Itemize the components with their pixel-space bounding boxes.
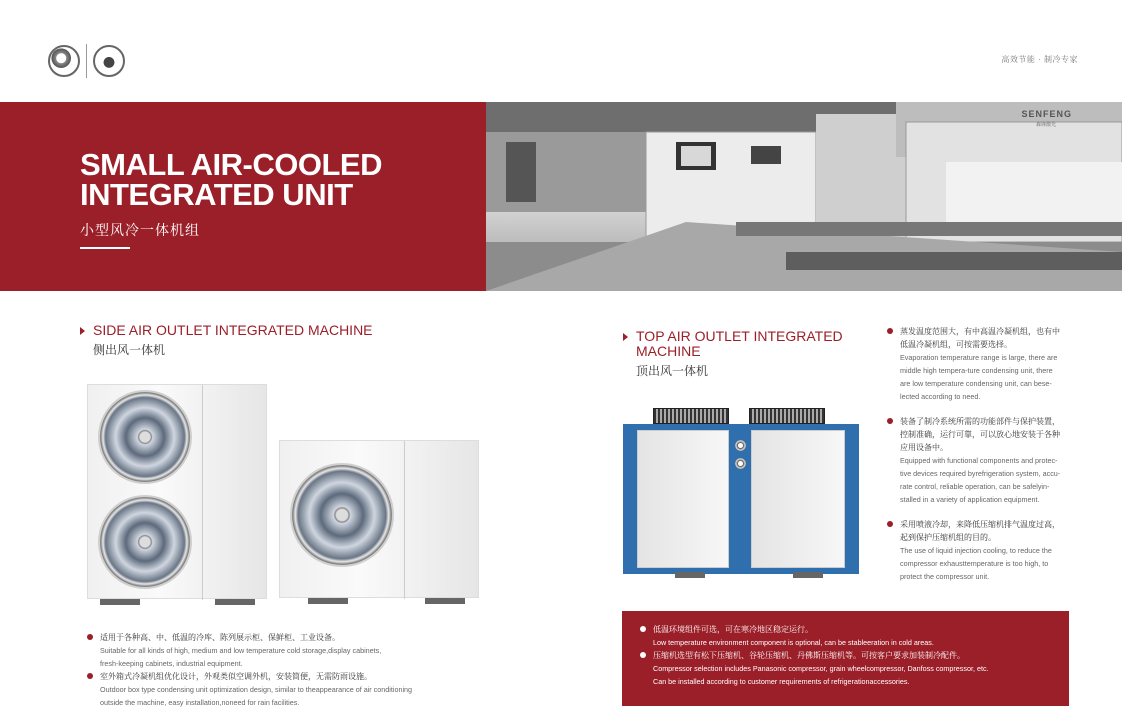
unit-foot bbox=[675, 572, 705, 578]
photo-sign-text: SENFENG bbox=[1021, 109, 1072, 119]
feature-text-en: lected according to need. bbox=[900, 392, 981, 401]
bullet-text-en: outside the machine, easy installation,noneed for rain facilities. bbox=[100, 698, 300, 707]
page-title-line-2: INTEGRATED UNIT bbox=[80, 177, 353, 212]
page-subtitle: 小型风冷一体机组 bbox=[80, 222, 200, 238]
feature-text-en: tive devices required byrefrigeration system, accu- bbox=[900, 469, 1061, 478]
feature-text-en: Evaporation temperature range is large, there are bbox=[900, 353, 1058, 362]
feature-text-cn: 应用设备中。 bbox=[900, 443, 948, 452]
highlight-text-cn: 压缩机选型有松下压缩机、谷轮压缩机、丹佛斯压缩机等。可按客户要求加装制冷配件。 bbox=[653, 651, 965, 660]
feature-text-en: stalled in a variety of application equipment. bbox=[900, 495, 1040, 504]
unit-foot bbox=[793, 572, 823, 578]
bullet-icon bbox=[640, 626, 646, 632]
header-tagline: 高效节能 · 制冷专家 bbox=[1001, 55, 1078, 64]
feature-text-en: compressor exhausttemperature is too high, to bbox=[900, 559, 1049, 568]
list-item bbox=[640, 649, 1055, 688]
bullet-icon bbox=[87, 673, 93, 679]
list-item bbox=[887, 415, 1077, 506]
bullet-icon bbox=[887, 521, 893, 527]
panel-divider bbox=[404, 441, 405, 599]
bullet-icon bbox=[887, 418, 893, 424]
title-underline bbox=[80, 247, 130, 249]
unit-door-left bbox=[637, 430, 729, 568]
feature-text-en: rate control, reliable operation, can be safelyin- bbox=[900, 482, 1050, 491]
bullet-text-en: Suitable for all kinds of high, medium and low temperature cold storage,display cabinets, bbox=[100, 646, 382, 655]
list-item bbox=[887, 518, 1077, 583]
top-outlet-title-line-1: TOP AIR OUTLET INTEGRATED bbox=[636, 328, 843, 344]
page-title bbox=[80, 147, 382, 212]
bullet-text-cn: 室外箱式冷凝机组优化设计，外观类似空调外机，安装简便，无需防雨设施。 bbox=[100, 672, 372, 681]
unit-door-right bbox=[751, 430, 845, 568]
pressure-gauge-icon bbox=[735, 458, 746, 469]
unit-foot bbox=[308, 598, 348, 604]
bullet-icon bbox=[887, 328, 893, 334]
fan-icon bbox=[98, 495, 192, 589]
highlight-box bbox=[622, 611, 1069, 706]
bullet-text-cn: 适用于各种高、中、低温的冷库、陈列展示柜、保鲜柜、工业设备。 bbox=[100, 633, 340, 642]
logo-divider bbox=[86, 44, 87, 78]
top-outlet-title-line-2: MACHINE bbox=[636, 343, 701, 359]
fan-icon bbox=[98, 390, 192, 484]
feature-text-en: middle high tempera-ture condensing unit, there bbox=[900, 366, 1053, 375]
top-outlet-heading bbox=[623, 329, 843, 379]
list-item bbox=[640, 623, 1055, 649]
highlight-text-cn: 低温环境组件可选，可在寒冷地区稳定运行。 bbox=[653, 625, 813, 634]
page-title-line-1: SMALL AIR-COOLED bbox=[80, 147, 382, 182]
pressure-gauge-icon bbox=[735, 440, 746, 451]
highlight-text-en: Compressor selection includes Panasonic compressor, grain wheelcompressor, Danfoss compressor, etc. bbox=[653, 664, 989, 673]
unit-foot bbox=[215, 599, 255, 605]
company-logo-icon bbox=[48, 45, 80, 77]
arrow-right-icon bbox=[80, 327, 85, 335]
side-feature-list bbox=[87, 631, 447, 709]
side-outlet-unit-large bbox=[87, 384, 267, 599]
bullet-icon bbox=[87, 634, 93, 640]
list-item bbox=[887, 325, 1077, 403]
unit-foot bbox=[425, 598, 465, 604]
list-item bbox=[87, 631, 447, 670]
feature-text-en: are low temperature condensing unit, can bese- bbox=[900, 379, 1052, 388]
top-fan-grille bbox=[749, 408, 825, 424]
feature-text-en: Equipped with functional components and protec- bbox=[900, 456, 1058, 465]
feature-text-en: The use of liquid injection cooling, to reduce the bbox=[900, 546, 1052, 555]
arrow-right-icon bbox=[623, 333, 628, 341]
feature-text-cn: 起到保护压缩机组的目的。 bbox=[900, 533, 996, 542]
feature-text-en: protect the compressor unit. bbox=[900, 572, 990, 581]
fan-icon bbox=[290, 463, 394, 567]
feature-text-cn: 装备了制冷系统所需的功能部件与保护装置， bbox=[900, 417, 1060, 426]
unit-foot bbox=[100, 599, 140, 605]
top-fan-grille bbox=[653, 408, 729, 424]
top-outlet-title-cn: 顶出风一体机 bbox=[636, 364, 709, 378]
bullet-text-en: Outdoor box type condensing unit optimization design, similar to theappearance of air conditioning bbox=[100, 685, 413, 694]
highlight-text-en: Can be installed according to customer requirements of refrigerationaccessories. bbox=[653, 677, 910, 686]
side-outlet-title-cn: 侧出风一体机 bbox=[93, 343, 166, 357]
factory-photo-drawing bbox=[486, 102, 1122, 291]
banner-panel bbox=[0, 102, 486, 291]
top-outlet-unit bbox=[623, 408, 859, 580]
sub-brand-logo-icon bbox=[93, 45, 125, 77]
feature-text-cn: 低温冷凝机组，可按需要选择。 bbox=[900, 340, 1012, 349]
brand-logos bbox=[48, 44, 125, 78]
factory-photo bbox=[486, 102, 1122, 291]
panel-divider bbox=[202, 385, 203, 600]
feature-text-cn: 控制准确，运行可靠，可以放心地安装于各种 bbox=[900, 430, 1060, 439]
side-outlet-unit-small bbox=[279, 440, 479, 598]
photo-sign-subtext: 森锋激光 bbox=[1035, 122, 1056, 128]
feature-text-cn: 蒸发温度范围大，有中高温冷凝机组，也有中 bbox=[900, 327, 1060, 336]
list-item bbox=[87, 670, 447, 709]
side-outlet-title: SIDE AIR OUTLET INTEGRATED MACHINE bbox=[93, 322, 373, 338]
highlight-text-en: Low temperature environment component is optional, can be stableeration in cold areas. bbox=[653, 638, 934, 647]
feature-text-cn: 采用喷液冷却，来降低压缩机排气温度过高， bbox=[900, 520, 1060, 529]
bullet-icon bbox=[640, 652, 646, 658]
top-feature-list bbox=[887, 325, 1077, 583]
bullet-text-en: fresh-keeping cabinets, industrial equipment. bbox=[100, 659, 243, 668]
side-outlet-heading bbox=[80, 323, 373, 358]
